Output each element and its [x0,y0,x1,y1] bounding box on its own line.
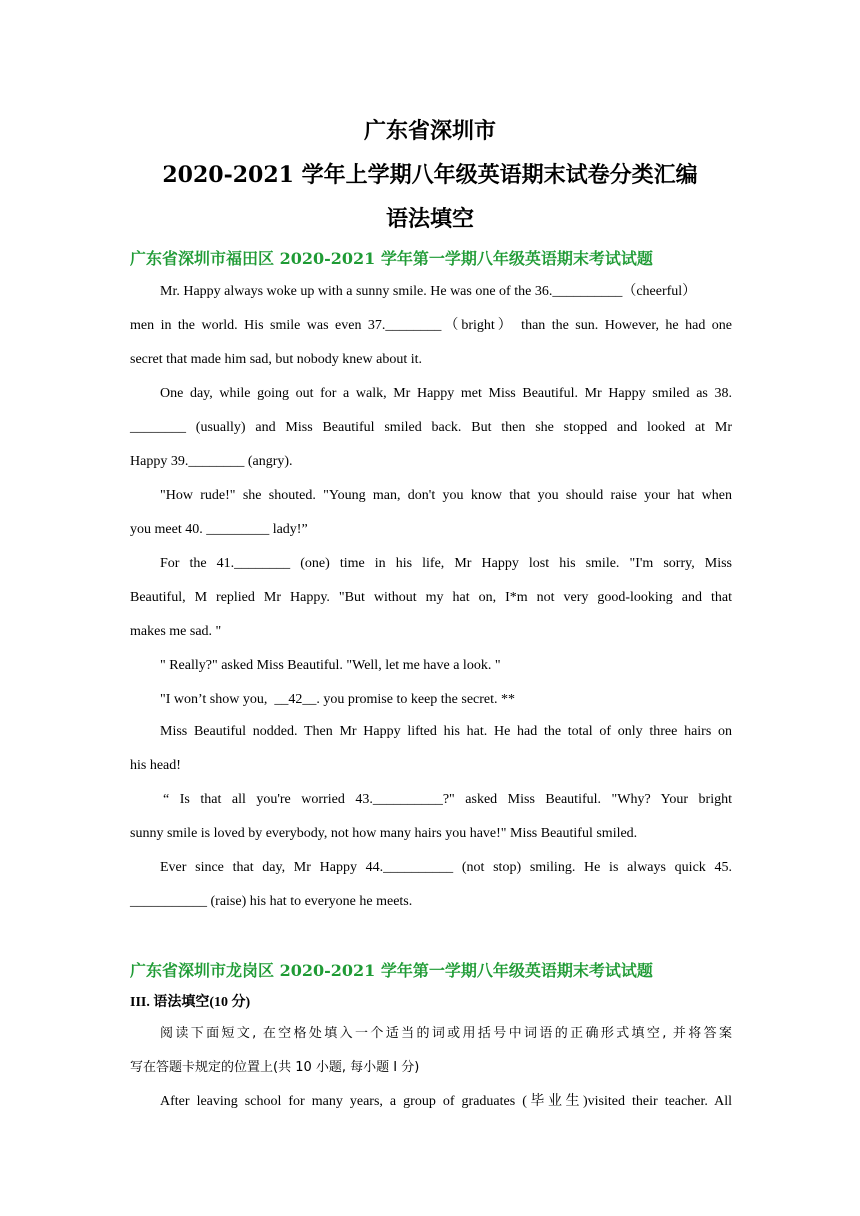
passage-line: Beautiful, M replied Mr Happy. "But without my hat on, I*m not very good-looking and that [130,590,732,605]
passage-line: "How rude!" she shouted. "Young man, don't you know that you should raise your hat when [160,488,732,503]
passage-text: "I won’t show you, [160,692,275,707]
passage-line: sunny smile is loved by everybody, not how many hairs you have!" Miss Beautiful smiled. [130,826,638,841]
passage-line: men in the world. His smile was even 37.________（bright） than the sun. However, he had one [130,318,732,333]
passage-line: “ Is that all you're worried 43.__________?" asked Miss Beautiful. "Why? Your bright [163,792,732,807]
section-heading-futian: 广东省深圳市福田区 2020-2021 学年第一学期八年级英语期末考试试题 [130,249,653,268]
instruction-line: 写在答题卡规定的位置上(共 10 小题, 每小题 I 分) [130,1060,420,1075]
passage-line: you meet 40. _________ lady!” [130,522,308,537]
document-title-collection: 2020-2021 学年上学期八年级英语期末试卷分类汇编 [162,162,698,188]
passage-line: makes me sad. " [130,624,222,639]
passage-line: " Really?" asked Miss Beautiful. "Well, let me have a look. " [160,658,501,673]
passage-line: ___________ (raise) his hat to everyone he meets. [130,894,413,909]
instruction-line: 阅读下面短文, 在空格处填入一个适当的词或用括号中词语的正确形式填空, 并将答案 [160,1026,732,1041]
blank-42: __42__ [274,692,317,707]
question-subheading: III. 语法填空(10 分) [130,995,251,1010]
passage-line: For the 41.________ (one) time in his life, Mr Happy lost his smile. "I'm sorry, Miss [160,556,732,571]
passage-line: Happy 39.________ (angry). [130,454,293,469]
passage-line: Miss Beautiful nodded. Then Mr Happy lifted his hat. He had the total of only three hairs on [160,724,732,739]
passage-line: One day, while going out for a walk, Mr Happy met Miss Beautiful. Mr Happy smiled as 38. [160,386,732,401]
passage-line: Mr. Happy always woke up with a sunny smile. He was one of the 36.__________（cheerful） [160,284,697,299]
passage-text: . you promise to keep the secret. ** [316,692,516,707]
passage-line: After leaving school for many years, a group of graduates (毕业生)visited their teacher. All [160,1094,732,1109]
passage-line: his head! [130,758,181,773]
passage-line [160,690,732,710]
document-title-topic: 语法填空 [385,206,474,232]
passage-line: ________ (usually) and Miss Beautiful smiled back. But then she stopped and looked at Mr [130,420,732,435]
section-heading-longgang: 广东省深圳市龙岗区 2020-2021 学年第一学期八年级英语期末考试试题 [130,961,653,980]
passage-line: secret that made him sad, but nobody knew about it. [130,352,422,367]
document-title-province: 广东省深圳市 [363,118,496,144]
passage-line: Ever since that day, Mr Happy 44.__________ (not stop) smiling. He is always quick 45. [160,860,732,875]
